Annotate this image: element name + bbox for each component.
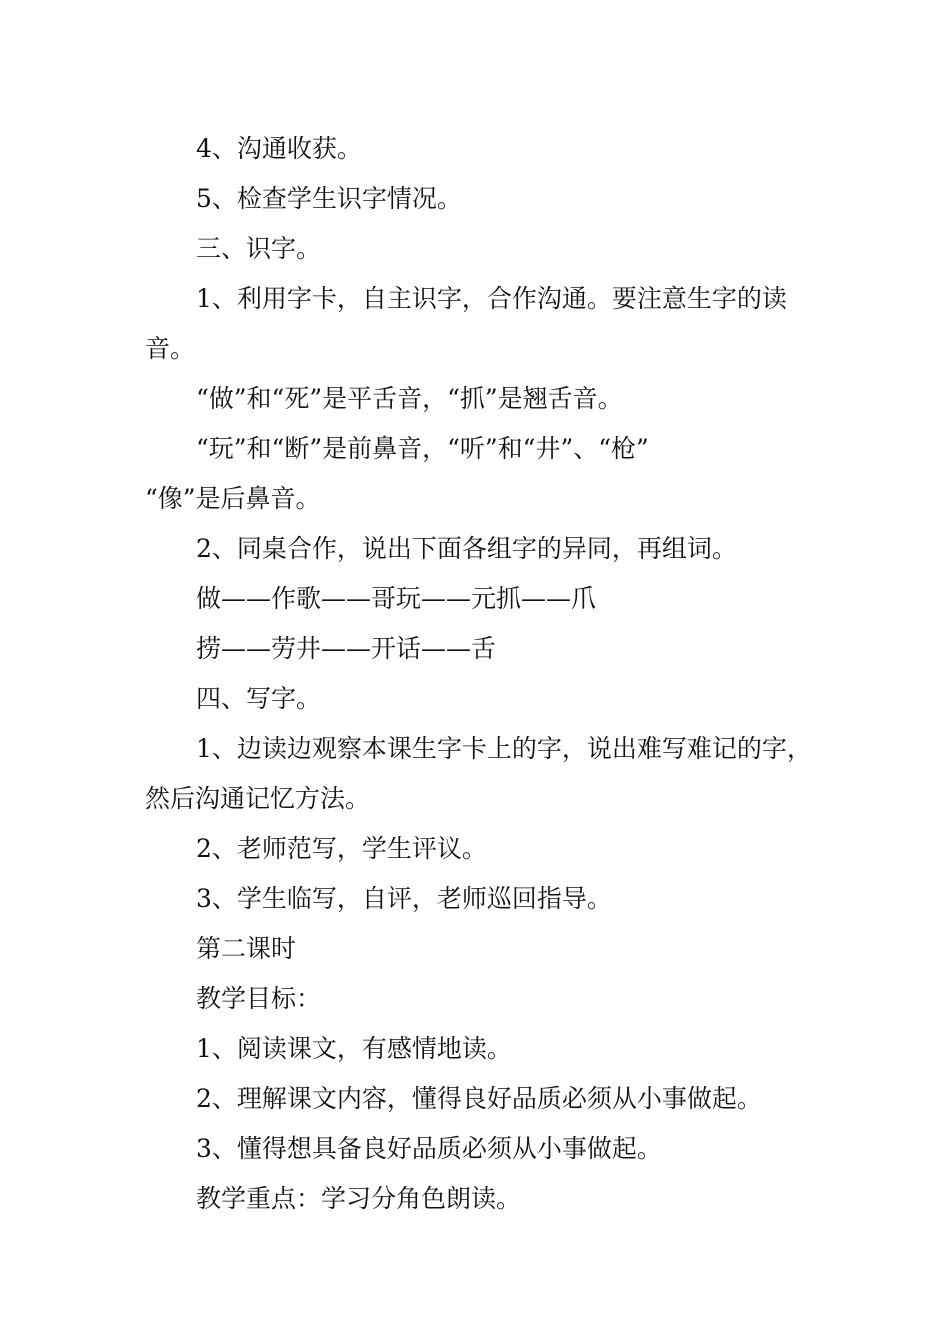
section-heading: 三、识字。 (196, 234, 322, 263)
section-heading: 教学目标： (196, 984, 322, 1013)
paragraph-line: 音。 (145, 334, 196, 363)
word-group-line: 做——作歌——哥玩——元抓——爪 (196, 584, 597, 613)
paragraph-line: 5、检查学生识字情况。 (196, 184, 462, 213)
paragraph-line: 然后沟通记忆方法。 (145, 784, 371, 813)
paragraph-line: 2、老师范写，学生评议。 (196, 834, 487, 863)
paragraph-line: 2、同桌合作，说出下面各组字的异同，再组词。 (196, 534, 737, 563)
paragraph-line: “做”和“死”是平舌音，“抓”是翘舌音。 (196, 384, 623, 413)
paragraph-line: 3、学生临写，自评，老师巡回指导。 (196, 884, 612, 913)
paragraph-line: “玩”和“断”是前鼻音，“听”和“井”、“枪” (196, 434, 649, 463)
paragraph-line: 1、边读边观察本课生字卡上的字，说出难写难记的字， (196, 734, 812, 763)
paragraph-line: 教学重点：学习分角色朗读。 (196, 1184, 522, 1213)
paragraph-line: 1、利用字卡，自主识字，合作沟通。要注意生字的读 (196, 284, 787, 313)
paragraph-line: 3、懂得想具备良好品质必须从小事做起。 (196, 1134, 662, 1163)
document-body (145, 124, 815, 1224)
paragraph-line: “像”是后鼻音。 (145, 484, 321, 513)
word-group-line: 捞——劳井——开话——舌 (196, 634, 497, 663)
section-heading: 第二课时 (196, 934, 297, 963)
paragraph-line: 2、理解课文内容，懂得良好品质必须从小事做起。 (196, 1084, 762, 1113)
paragraph-line: 1、阅读课文，有感情地读。 (196, 1034, 512, 1063)
paragraph-line: 4、沟通收获。 (196, 134, 362, 163)
section-heading: 四、写字。 (196, 684, 322, 713)
